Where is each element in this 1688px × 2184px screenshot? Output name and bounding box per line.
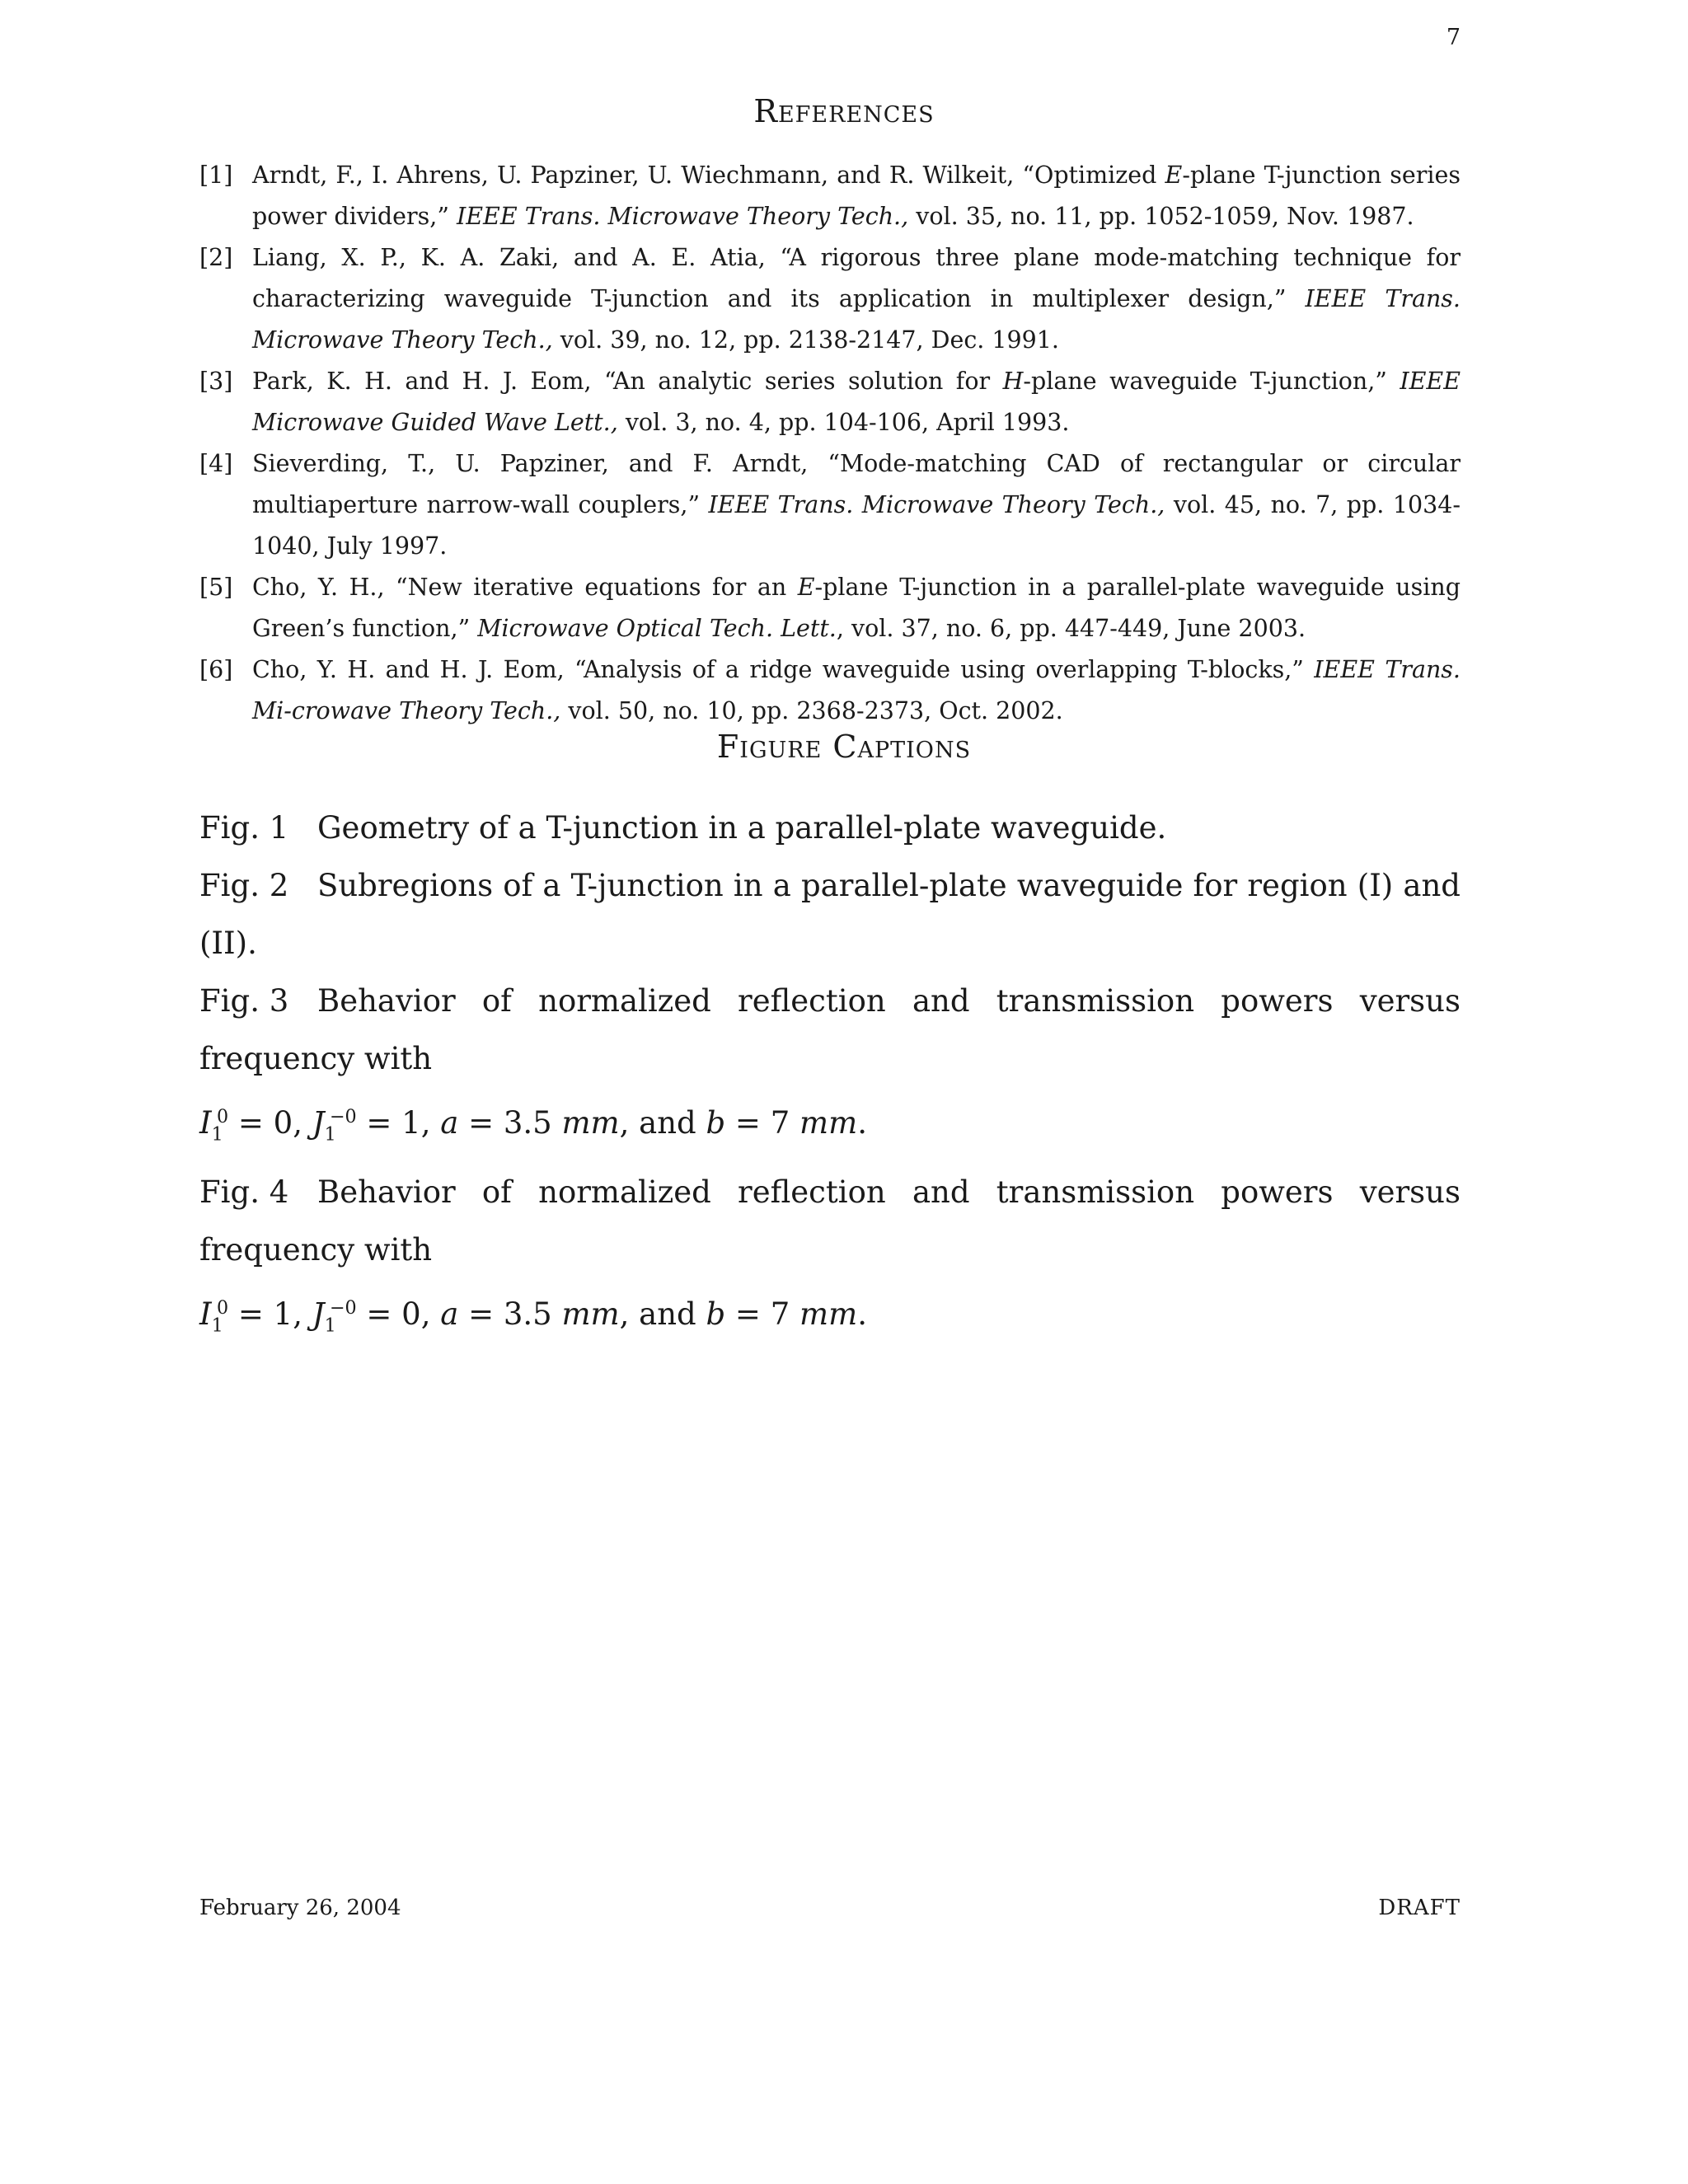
figure-captions-heading: Figure Captions: [716, 729, 972, 765]
figure-label: Fig. 3: [199, 983, 289, 1019]
figure-label: Fig. 4: [199, 1174, 289, 1210]
reference-item: [199, 361, 1461, 443]
figure-label: Fig. 2: [199, 868, 289, 903]
journal-name: Microwave Optical Tech. Lett.: [477, 615, 837, 642]
figure-label: Fig. 1: [199, 810, 289, 846]
reference-number: [6]: [199, 656, 233, 683]
reference-item: [199, 649, 1461, 732]
reference-text: Cho, Y. H. and H. J. Eom, “Analysis of a ridge waveguide using overlapping T-blocks,” IEEE Trans. Mi-crowave Theory Tech., vol. 50, no. 10, pp. 2368-2373, Oct. 2002.: [252, 656, 1461, 724]
caption-equation: $I_1^0 = 1$, $J_1^{-0} = 0$, a = 3.5 mm, and b = 7 mm.: [199, 1296, 867, 1337]
reference-item: [199, 155, 1461, 237]
reference-item: [199, 567, 1461, 649]
references-heading: References: [753, 93, 935, 129]
caption-text: Geometry of a T-junction in a parallel-plate waveguide.: [317, 810, 1167, 846]
journal-name: IEEE Microwave Guided Wave Lett.,: [252, 368, 1461, 436]
reference-number: [1]: [199, 162, 233, 189]
journal-name: IEEE Trans. Mi-crowave Theory Tech.,: [252, 656, 1461, 724]
reference-item: [199, 237, 1461, 361]
reference-text: Park, K. H. and H. J. Eom, “An analytic series solution for H-plane waveguide T-junction,” IEEE Microwave Guided Wave Lett., vol. 3, no. 4, pp. 104-106, April 1993.: [252, 368, 1461, 436]
footer-date: February 26, 2004: [199, 1896, 401, 1920]
reference-text: Arndt, F., I. Ahrens, U. Papziner, U. Wiechmann, and R. Wilkeit, “Optimized E-plane T-junction series power dividers,” IEEE Trans. Microwave Theory Tech., vol. 35, no. 11, pp. 1052-1059, Nov. 1987.: [252, 162, 1461, 230]
figure-caption: [199, 972, 1461, 1164]
reference-text: Liang, X. P., K. A. Zaki, and A. E. Atia, “A rigorous three plane mode-matching technique for characterizing waveguide T-junction and its application in multiplexer design,” IEEE Trans. Microwave Theory Tech., vol. 39, no. 12, pp. 2138-2147, Dec. 1991.: [252, 244, 1461, 354]
reference-number: [2]: [199, 244, 233, 271]
reference-number: [5]: [199, 574, 233, 601]
journal-name: IEEE Trans. Microwave Theory Tech.,: [252, 285, 1461, 354]
journal-name: IEEE Trans. Microwave Theory Tech.,: [708, 491, 1165, 518]
figure-caption: [199, 857, 1461, 972]
reference-text: Cho, Y. H., “New iterative equations for an E-plane T-junction in a parallel-plate waveguide using Green’s function,” Microwave Optical Tech. Lett., vol. 37, no. 6, pp. 447-449, June 2003.: [252, 574, 1461, 642]
reference-text: Sieverding, T., U. Papziner, and F. Arndt, “Mode-matching CAD of rectangular or circular multiaperture narrow-wall couplers,” IEEE Trans. Microwave Theory Tech., vol. 45, no. 7, pp. 1034-1040, July 1997.: [252, 450, 1461, 560]
reference-item: [199, 443, 1461, 567]
journal-name: IEEE Trans. Microwave Theory Tech.,: [456, 203, 909, 230]
figure-caption: [199, 799, 1461, 857]
reference-list: [199, 155, 1461, 732]
caption-text: Behavior of normalized reflection and transmission powers versus frequency with: [199, 983, 1461, 1076]
page-number: 7: [1446, 25, 1461, 50]
figure-caption-list: [199, 799, 1461, 1354]
reference-number: [3]: [199, 368, 233, 395]
caption-text: Behavior of normalized reflection and transmission powers versus frequency with: [199, 1174, 1461, 1268]
reference-number: [4]: [199, 450, 233, 477]
footer-draft-label: DRAFT: [1378, 1896, 1461, 1920]
caption-text: Subregions of a T-junction in a parallel-plate waveguide for region (I) and (II).: [199, 868, 1461, 961]
caption-equation: $I_1^0 = 0$, $J_1^{-0} = 1$, a = 3.5 mm, and b = 7 mm.: [199, 1105, 867, 1146]
figure-caption: [199, 1164, 1461, 1355]
